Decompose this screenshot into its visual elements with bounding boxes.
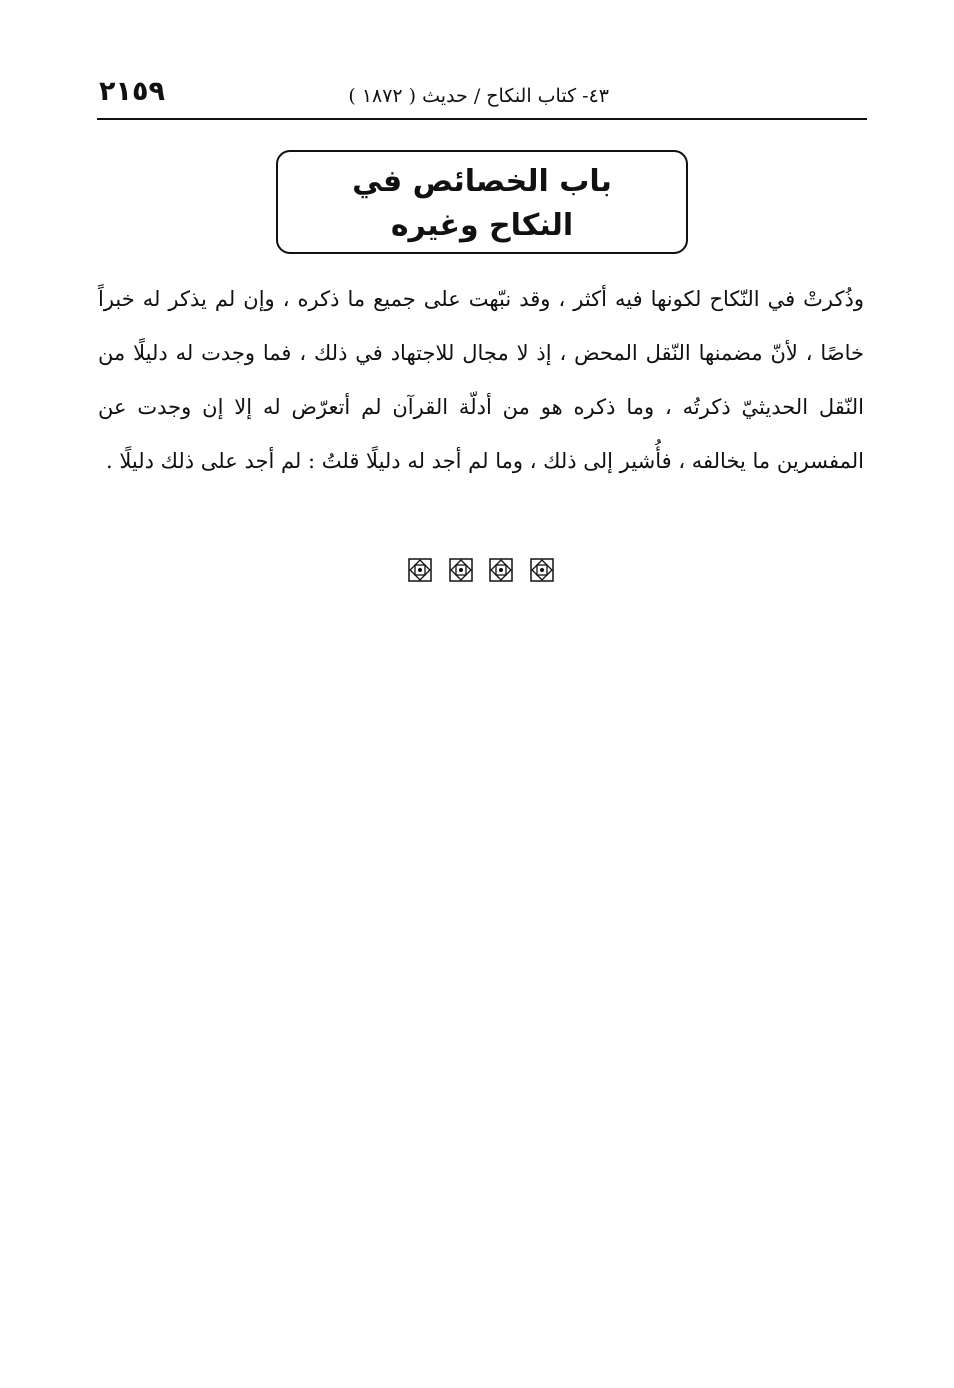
chapter-title-line-2: النكاح وغيره <box>390 208 574 243</box>
body-paragraph: وذُكرتْ في النّكاح لكونها فيه أكثر ، وقد نبّهت على جميع ما ذكره ، وإن لم يذكر له خبراً خاصًا ، لأنّ مضمنها النّقل المحض ، إذ لا مجال للاجتهاد في ذلك ، فما وجدت له دليلًا من النّقل الحديثيّ ذكرتُه ، وما ذكره هو من أدلّة القرآن لم أتعرّض له إلا إن وجدت عن المفسرين ما يخالفه ، فأُشير إلى ذلك ، وما لم أجد له دليلًا قلتُ : لم أجد على ذلك دليلًا . <box>98 287 865 473</box>
page-header <box>97 72 867 120</box>
page-number: ٢١٥٩ <box>99 76 165 107</box>
chapter-title-line-1: باب الخصائص في <box>352 164 612 199</box>
ornament-star-icon <box>408 558 432 582</box>
section-end-ornaments <box>408 558 554 582</box>
chapter-title-box <box>276 150 688 254</box>
running-head: ٤٣- كتاب النكاح / حديث ( ١٨٧٢ ) <box>348 85 609 107</box>
ornament-star-icon <box>489 558 513 582</box>
ornament-star-icon <box>530 558 554 582</box>
ornament-star-icon <box>449 558 473 582</box>
